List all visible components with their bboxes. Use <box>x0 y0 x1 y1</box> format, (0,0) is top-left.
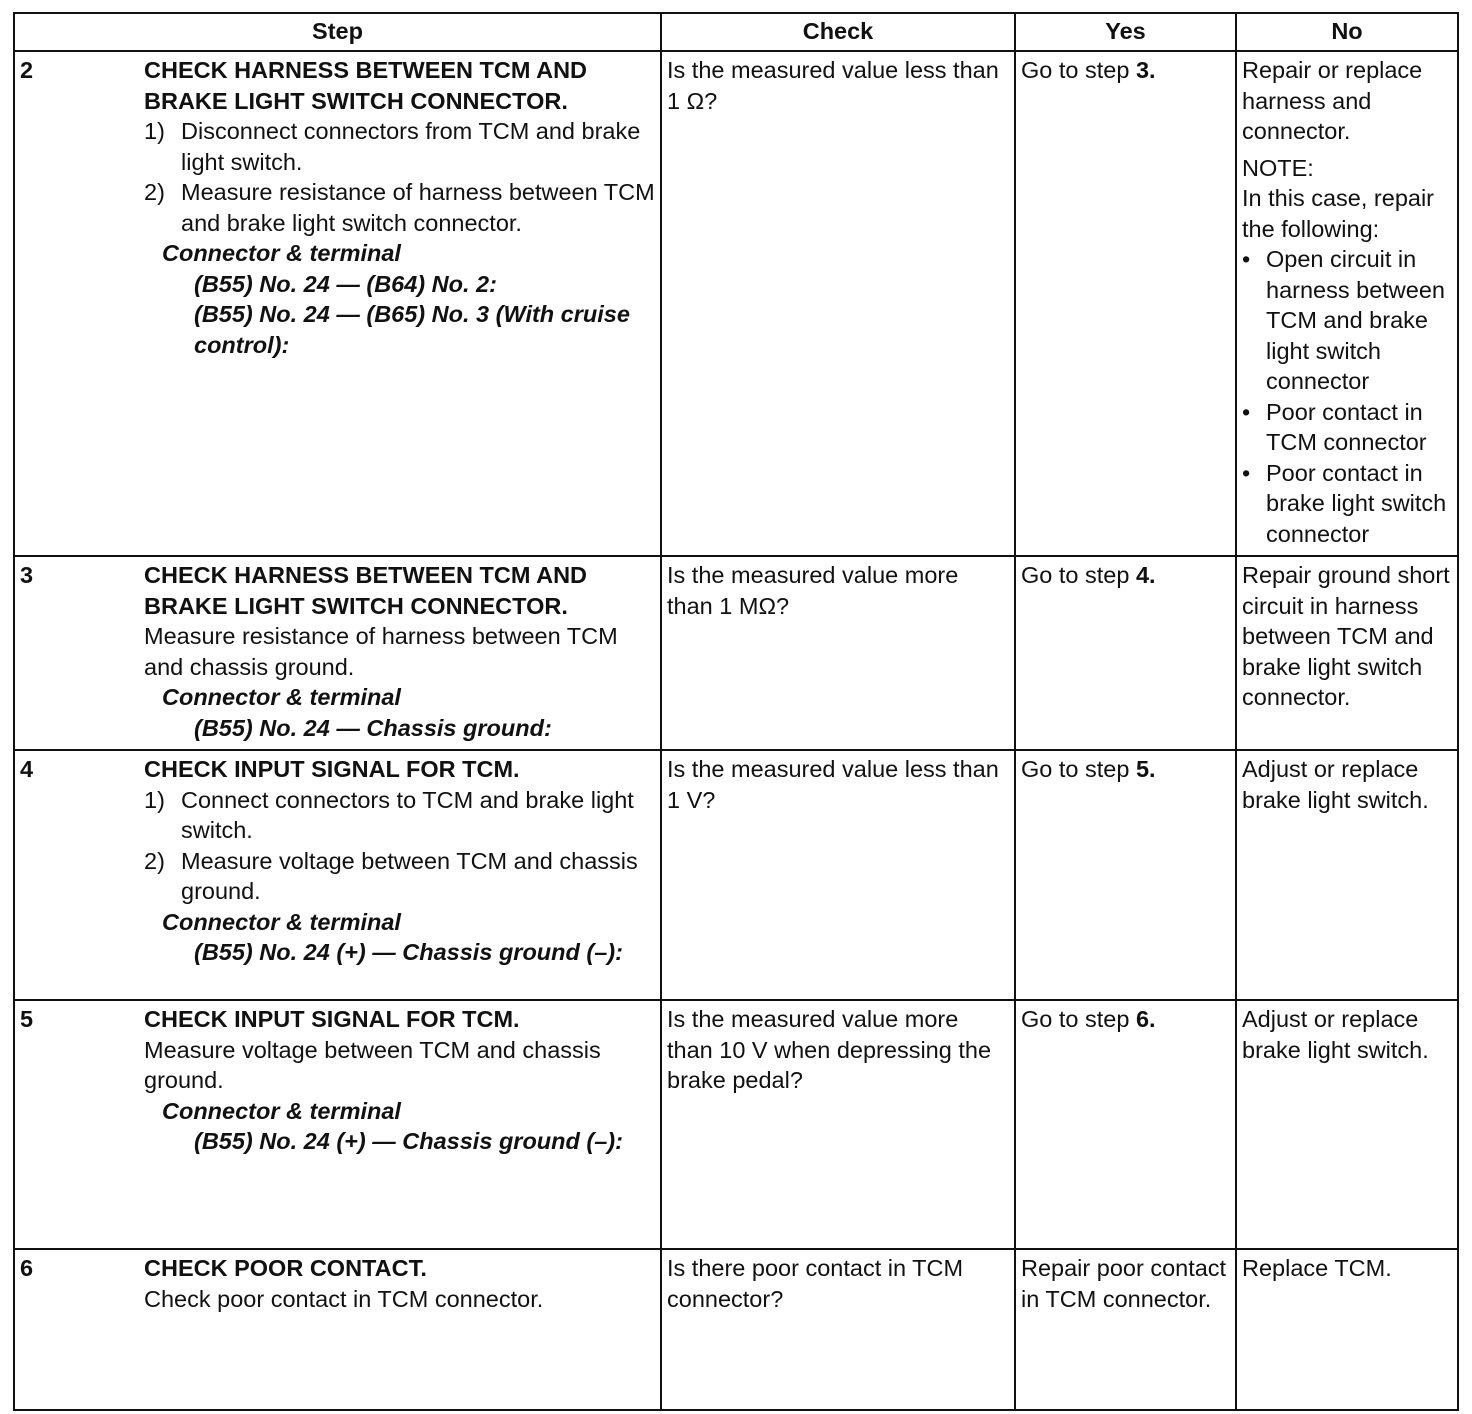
step-cell <box>14 556 661 750</box>
table-row <box>14 750 1458 1000</box>
step-link[interactable]: 5. <box>1135 756 1156 782</box>
bullet-item: • Open circuit in harness between TCM and brake light switch connector <box>1242 244 1453 397</box>
step-title: CHECK HARNESS BETWEEN TCM AND BRAKE LIGHT SWITCH CONNECTOR. <box>144 562 588 619</box>
step-cell <box>14 1000 661 1249</box>
step-title: CHECK POOR CONTACT. <box>144 1255 427 1281</box>
yes-cell: Go to step 6. <box>1015 1000 1236 1249</box>
step-number: 2 <box>20 57 34 83</box>
check-cell: Is the measured value more than 1 MΩ? <box>661 556 1015 750</box>
table-row <box>14 51 1458 556</box>
check-cell: Is there poor contact in TCM connector? <box>661 1249 1015 1410</box>
step-description: Measure resistance of harness between TCM and chassis ground. <box>144 623 618 680</box>
note-text: In this case, repair the following: <box>1242 185 1435 242</box>
check-cell: Is the measured value less than 1 Ω? <box>661 51 1015 556</box>
step-cell <box>14 1249 661 1410</box>
no-cell: Repair ground short circuit in harness between TCM and brake light switch connector. <box>1236 556 1458 750</box>
step-title: CHECK HARNESS BETWEEN TCM AND BRAKE LIGHT SWITCH CONNECTOR. <box>144 57 588 114</box>
check-cell: Is the measured value less than 1 V? <box>661 750 1015 1000</box>
step-number: 5 <box>20 1006 34 1032</box>
check-cell: Is the measured value more than 10 V when depressing the brake pedal? <box>661 1000 1015 1249</box>
no-cell: Replace TCM. <box>1236 1249 1458 1410</box>
no-cell: Adjust or replace brake light switch. <box>1236 1000 1458 1249</box>
header-row <box>14 13 1458 51</box>
connector-terminal-label: Connector & terminal <box>162 684 401 710</box>
bullet-icon: • <box>1242 246 1251 272</box>
step-link[interactable]: 3. <box>1135 57 1156 83</box>
yes-cell: Go to step 3. <box>1015 51 1236 556</box>
header-check: Check <box>661 13 1015 51</box>
connector-terminal-line: (B55) No. 24 (+) — Chassis ground (–): <box>194 1128 623 1154</box>
header-step: Step <box>14 13 661 51</box>
no-cell: Adjust or replace brake light switch. <box>1236 750 1458 1000</box>
step-description: Check poor contact in TCM connector. <box>144 1285 544 1312</box>
step-number: 6 <box>20 1255 34 1281</box>
connector-terminal-label: Connector & terminal <box>162 240 401 266</box>
step-link[interactable]: 6. <box>1135 1006 1156 1032</box>
list-item: 1) Connect connectors to TCM and brake light switch. <box>144 786 634 843</box>
step-title: CHECK INPUT SIGNAL FOR TCM. <box>144 1006 520 1032</box>
connector-terminal-line: (B55) No. 24 — (B64) No. 2: <box>194 270 497 297</box>
step-description: Measure voltage between TCM and chassis ground. <box>144 1036 601 1093</box>
table-row <box>14 556 1458 750</box>
connector-terminal-line: (B55) No. 24 — (B65) No. 3 (With cruise control): <box>194 301 630 358</box>
step-number: 3 <box>20 562 34 588</box>
table-row <box>14 1249 1458 1410</box>
list-item: 2) Measure resistance of harness between TCM and brake light switch connector. <box>144 179 655 236</box>
bullet-item: • Poor contact in TCM connector <box>1242 397 1453 458</box>
troubleshooting-table <box>13 12 1459 1411</box>
yes-cell: Go to step 4. <box>1015 556 1236 750</box>
step-cell <box>14 51 661 556</box>
note-label: NOTE: <box>1242 154 1314 181</box>
list-item: 1) Disconnect connectors from TCM and brake light switch. <box>144 118 641 175</box>
no-cell: Repair or replace harness and connector. NOTE: In this case, repair the following: • Open circuit in harness between TCM and brake light switch connector • Poor contact in TCM connector • Poor contact in brake light switch connector <box>1236 51 1458 556</box>
table-row <box>14 1000 1458 1249</box>
list-item: 2) Measure voltage between TCM and chassis ground. <box>144 847 638 904</box>
step-title: CHECK INPUT SIGNAL FOR TCM. <box>144 756 520 782</box>
connector-terminal-line: (B55) No. 24 — Chassis ground: <box>194 714 552 741</box>
connector-terminal-line: (B55) No. 24 (+) — Chassis ground (–): <box>194 939 623 965</box>
bullet-icon: • <box>1242 398 1251 425</box>
bullet-icon: • <box>1242 459 1251 486</box>
header-yes: Yes <box>1015 13 1236 51</box>
step-link[interactable]: 4. <box>1135 562 1156 588</box>
header-no: No <box>1236 13 1458 51</box>
step-cell <box>14 750 661 1000</box>
bullet-item: • Poor contact in brake light switch connector <box>1242 458 1453 550</box>
connector-terminal-label: Connector & terminal <box>162 908 401 935</box>
yes-cell: Go to step 5. <box>1015 750 1236 1000</box>
connector-terminal-label: Connector & terminal <box>162 1097 401 1124</box>
yes-cell: Repair poor contact in TCM connector. <box>1015 1249 1236 1410</box>
step-number: 4 <box>20 756 34 782</box>
